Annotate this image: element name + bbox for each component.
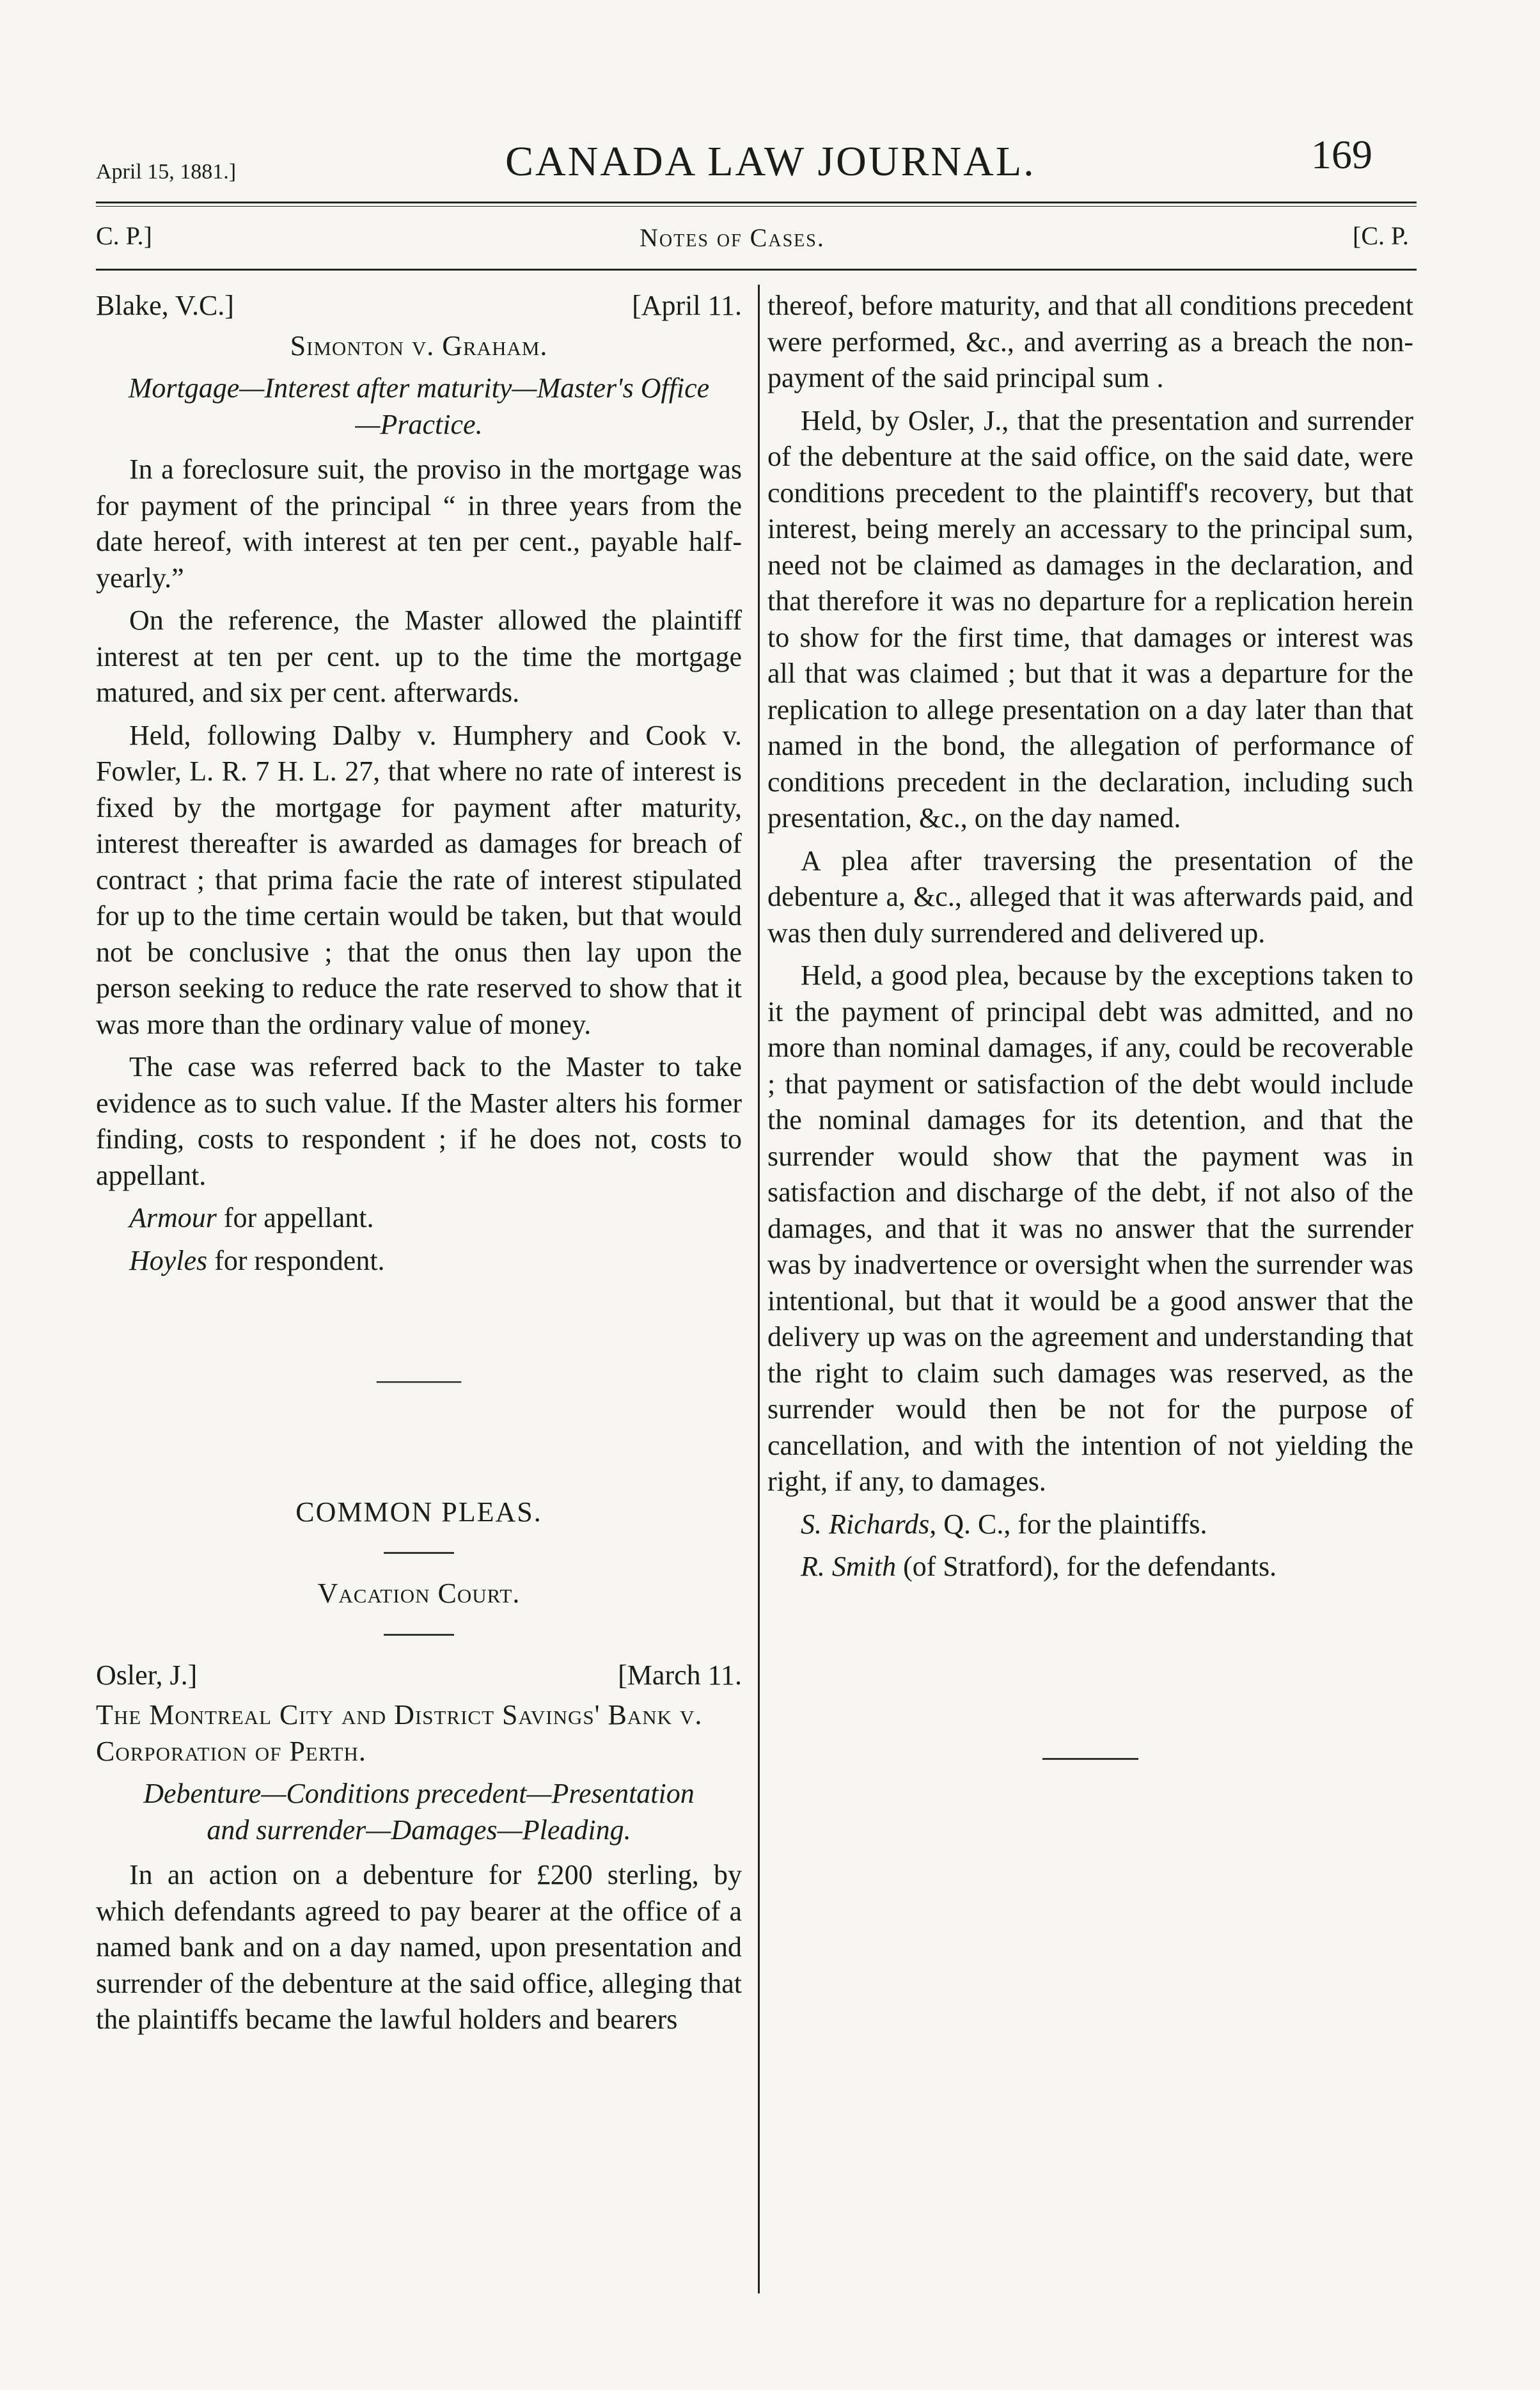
case-paragraph: On the reference, the Master allowed the plaintiff interest at ten per cent. up to the time the mortgage matured, and six per cent. afterwards. (96, 605, 742, 708)
case-paragraph: Held, by Osler, J., that the presentation and surrender of the debenture at the said office, on the said date, were conditions precedent to the plaintiff's recovery, but that interest, being merely an accessary to the principal sum, need not be claimed as damages in the declaration, and that therefore it was no departure for a replication herein to show for the first time, that damages or interest was all that was claimed ; but that it was a departure for the replication to allege presentation on a day later than that named in the bond, the allegation of performance of conditions precedent in the declaration, including such presentation, &c., on the day named. (767, 404, 1413, 834)
case-paragraph: In an action on a debenture for £200 sterling, by which defendants agreed to pay bearer at the office of a named bank and on a day named, upon presentation and surrender of the debenture at the said office, alleging that the plaintiffs became the lawful holders and bearers (96, 1859, 742, 2035)
case-subject: Debenture—Conditions precedent—Presentation and surrender—Damages—Pleading. (143, 1778, 695, 1846)
case-paragraph: Held, a good plea, because by the exceptions taken to it the payment of principal debt was admitted, and no more than nominal damages, if any, could be recoverable ; that payment or satisfaction of the debt would include the nominal damages for its detention, and that the surrender would show that the payment was in satisfaction and discharge of the debt, if not also of the damages, and that it was no answer that the surrender was by inadvertence or oversight when the surrender was intentional, but that it would be a good answer that the delivery up was on the agreement and understanding that the right to claim such damages was reserved, as the surrender would then be not for the purpose of cancellation, and with the intention of not yielding the right, if any, to damages. (767, 960, 1413, 1497)
case-separator: ——— (377, 1364, 461, 1395)
case-paragraph: A plea after traversing the presentation of the debenture a, &c., alleged that it was afterwards paid, and was then duly surrendered and delivered up. (767, 844, 1413, 949)
short-rule (384, 1552, 454, 1554)
section-heading: COMMON PLEAS. (295, 1496, 542, 1528)
case-date: [March 11. (618, 1659, 742, 1691)
case-subject: Mortgage—Interest after maturity—Master's Office—Practice. (128, 372, 710, 440)
counsel-line (767, 1549, 1413, 1585)
counsel-name: R. Smith (801, 1551, 897, 1582)
header-rule (96, 202, 1417, 203)
case-paragraph: In a foreclosure suit, the proviso in the mortgage was for payment of the principal “ in three years from the date hereof, with interest at ten per cent., payable half-yearly.” (96, 454, 742, 594)
header-rule-thin (96, 206, 1417, 207)
counsel-name: Armour (129, 1202, 217, 1233)
case-date: [April 11. (632, 290, 742, 321)
case-paragraph: Held, following Dalby v. Humphery and Cook v. Fowler, L. R. 7 H. L. 27, that where no rate of interest is fixed by the mortgage for payment after maturity, interest thereafter is awarded as damages for breach of contract ; that prima facie the rate of interest stipulated for up to the time certain would be taken, but that would not be conclusive ; that the onus then lay upon the person seeking to reduce the rate reserved to show that it was more than the ordinary value of money. (96, 719, 742, 1040)
counsel-line (96, 1200, 742, 1237)
case-title: Simonton v. Graham. (290, 329, 548, 361)
issue-date: April 15, 1881.] (96, 160, 237, 184)
left-column (96, 288, 742, 2038)
counsel-line (96, 1243, 742, 1279)
case-heading (96, 1658, 742, 1694)
judge-name: Blake, V.C.] (96, 290, 234, 321)
counsel-name: S. Richards (801, 1508, 930, 1540)
counsel-line (767, 1507, 1413, 1543)
counsel-role: , Q. C., for the plaintiffs. (929, 1508, 1207, 1540)
case-heading (96, 288, 742, 324)
end-rule (1042, 1758, 1138, 1760)
judge-name: Osler, J.] (96, 1659, 198, 1691)
page-number: 169 (1311, 132, 1372, 177)
counsel-name: Hoyles (129, 1244, 208, 1276)
section-marker-left: C. P.] (96, 221, 152, 250)
case-paragraph: thereof, before maturity, and that all conditions precedent were performed, &c., and averring as a breach the non-payment of the said principal sum . (767, 290, 1413, 393)
court-subheading: Vacation Court. (317, 1578, 521, 1609)
journal-title: CANADA LAW JOURNAL. (505, 138, 1036, 185)
column-divider (758, 285, 760, 2293)
counsel-role: for appellant. (216, 1202, 374, 1233)
subheader-rule (96, 269, 1417, 271)
case-title: The Montreal City and District Savings' Bank v. Corporation of Perth. (96, 1699, 703, 1767)
case-paragraph: The case was referred back to the Master to take evidence as to such value. If the Master alters his former finding, costs to respondent ; if he does not, costs to appellant. (96, 1051, 742, 1191)
right-column (767, 288, 1413, 1760)
counsel-role: (of Stratford), for the defendants. (896, 1551, 1277, 1582)
section-title: Notes of Cases. (640, 223, 825, 252)
counsel-role: for respondent. (207, 1244, 385, 1276)
section-marker-right: [C. P. (1353, 221, 1409, 250)
short-rule (384, 1634, 454, 1636)
